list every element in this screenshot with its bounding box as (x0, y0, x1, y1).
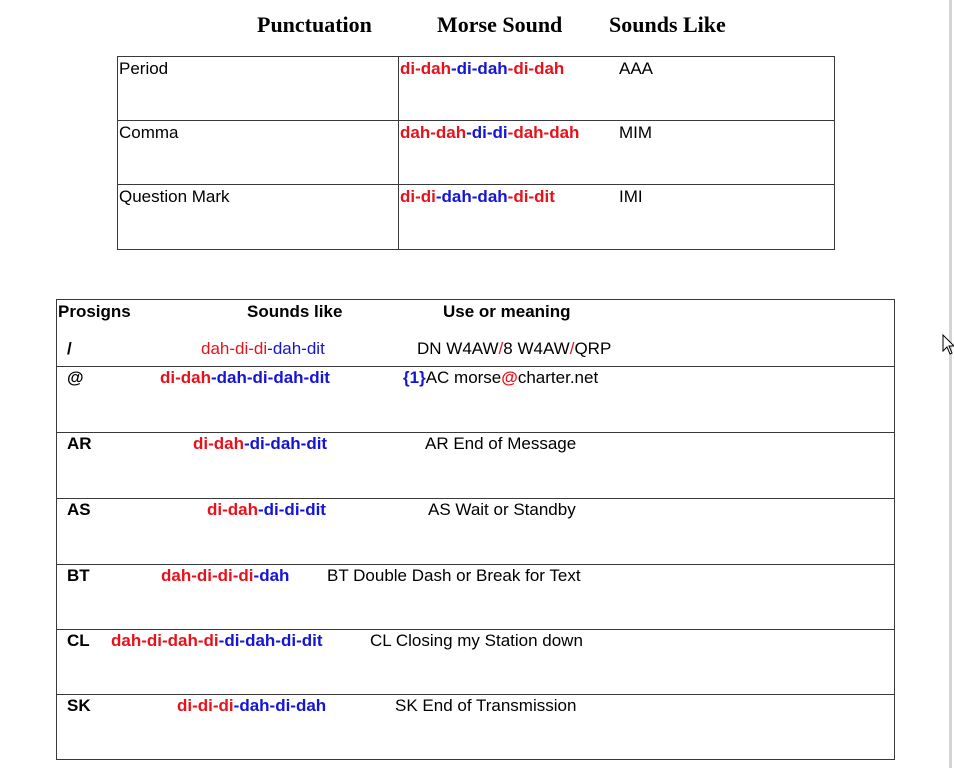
use-segment: QRP (574, 339, 612, 358)
prosign-sign: SK (67, 696, 91, 715)
morse-segment: dah-di-di (201, 339, 268, 358)
morse-segment: -di-dit (507, 187, 555, 206)
prosign-use (403, 368, 598, 388)
punctuation-name: Question Mark (119, 187, 230, 206)
prosign-use (425, 434, 576, 454)
morse-segment: -dah (253, 566, 290, 585)
morse-segment: di-dah (400, 59, 451, 78)
morse-segment: di-di-di (177, 696, 234, 715)
use-segment: CL Closing my Station down (370, 631, 583, 650)
morse-segment: -dah-di-dah (233, 696, 327, 715)
use-segment: / (498, 339, 504, 358)
prosign-use (428, 500, 576, 520)
prosign-use (395, 696, 576, 716)
morse-segment: dah-dah (400, 123, 467, 142)
prosign-morse (111, 631, 323, 651)
morse-segment: -dah-di-dah-dit (211, 368, 330, 387)
prosign-sign: @ (67, 368, 84, 387)
punctuation-morse (400, 123, 579, 143)
row-divider (57, 629, 894, 630)
morse-segment: -dah-dah (507, 123, 580, 142)
prosign-sign: AS (67, 500, 91, 519)
morse-segment: -di-di-dit (258, 500, 326, 519)
prosign-morse (177, 696, 326, 716)
punctuation-table (117, 56, 835, 250)
row-divider (57, 366, 894, 367)
use-segment: DN W4AW (417, 339, 499, 358)
row-divider (57, 432, 894, 433)
use-segment: / (569, 339, 575, 358)
use-segment: 8 W4AW (503, 339, 570, 358)
punctuation-morse (400, 59, 564, 79)
punctuation-morse (400, 187, 555, 207)
use-segment: {1} (403, 368, 426, 387)
morse-segment: dah-di-dah-di (111, 631, 219, 650)
prosigns-column-header: Prosigns (58, 302, 131, 321)
morse-segment: dah-di-di-di (161, 566, 254, 585)
morse-segment: -dah-dit (267, 339, 325, 358)
morse-segment: di-dah (193, 434, 244, 453)
mouse-pointer-icon (942, 334, 954, 356)
row-divider (57, 694, 894, 695)
punctuation-name: Comma (119, 123, 179, 142)
header-sounds-like: Sounds Like (609, 12, 726, 37)
page-edge-rule (949, 0, 952, 768)
prosign-morse (160, 368, 330, 388)
morse-segment: -dah-dah (435, 187, 508, 206)
row-divider (57, 498, 894, 499)
morse-segment: di-dah (207, 500, 258, 519)
use-segment: AR End of Message (425, 434, 577, 453)
prosign-morse (193, 434, 327, 454)
use-segment: AC morse (425, 368, 502, 387)
prosign-morse (207, 500, 326, 520)
punctuation-sounds-like: AAA (619, 59, 654, 78)
prosign-use (327, 566, 581, 586)
morse-segment: -di-dah (507, 59, 565, 78)
morse-segment: -di-dah (451, 59, 508, 78)
punctuation-row (118, 57, 834, 120)
morse-segment: di-dah (160, 368, 211, 387)
morse-segment: -di-di (466, 123, 508, 142)
use-segment: AS Wait or Standby (428, 500, 576, 519)
use-segment: @ (501, 368, 518, 387)
prosign-sign: CL (67, 631, 90, 650)
prosign-use (370, 631, 583, 651)
sounds-like-column-header: Sounds like (247, 302, 343, 321)
punctuation-name: Period (119, 59, 169, 78)
header-punctuation: Punctuation (257, 12, 372, 37)
prosign-slash: / (67, 339, 72, 358)
prosign-slash-use (417, 339, 611, 359)
punctuation-sounds-like: MIM (619, 123, 653, 142)
punctuation-row (118, 184, 834, 248)
prosign-morse (161, 566, 289, 586)
use-segment: charter.net (517, 368, 599, 387)
prosign-sign: AR (67, 434, 92, 453)
prosign-slash-morse (201, 339, 325, 359)
punctuation-row (118, 120, 834, 184)
prosign-sign: BT (67, 566, 90, 585)
punctuation-sounds-like: IMI (619, 187, 643, 206)
morse-segment: -di-dah-di-dit (218, 631, 323, 650)
prosigns-table (56, 299, 895, 760)
use-column-header: Use or meaning (443, 302, 571, 321)
header-morse-sound: Morse Sound (437, 12, 563, 37)
morse-segment: di-di (400, 187, 436, 206)
use-segment: BT Double Dash or Break for Text (327, 566, 581, 585)
morse-segment: -di-dah-dit (244, 434, 328, 453)
row-divider (57, 564, 894, 565)
use-segment: SK End of Transmission (395, 696, 577, 715)
